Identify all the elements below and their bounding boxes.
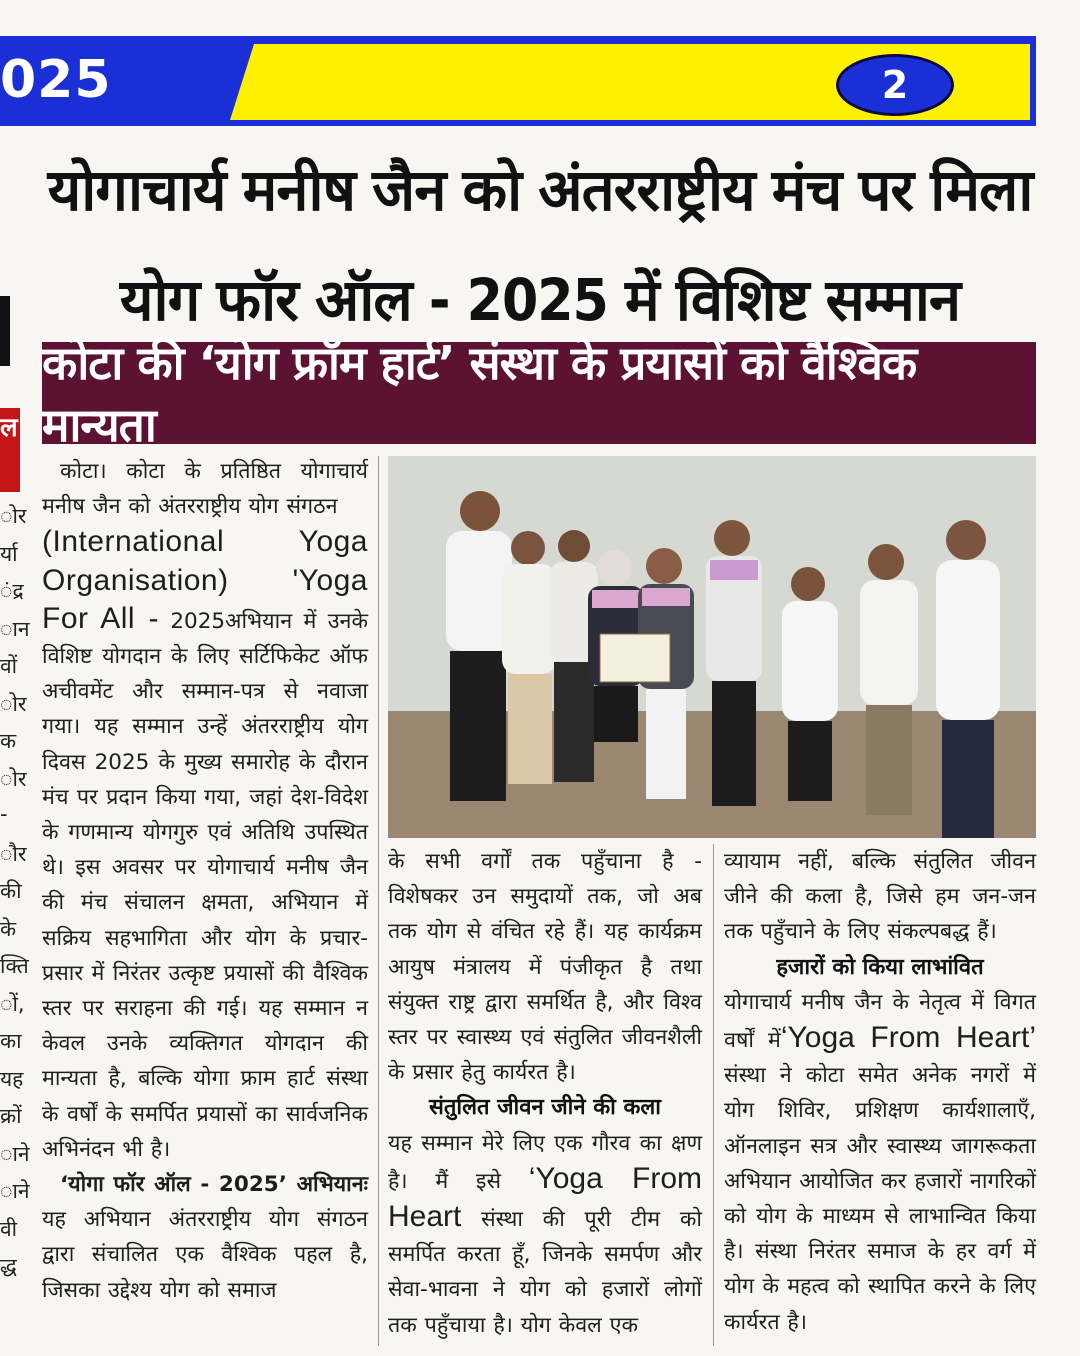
article-column-3 [724, 844, 1036, 1340]
margin-fragment-line: ौर [0, 841, 27, 866]
margin-fragment-line: क [0, 729, 17, 753]
margin-fragment-line: के [0, 916, 17, 941]
margin-fragment-line: ोर [0, 504, 27, 528]
col1-campaign-subhead: ‘योगा फॉर ऑल - 2025’ अभियानः [60, 1172, 368, 1198]
margin-fragment-line: ोर [0, 766, 27, 791]
col3-paragraph-2 [724, 985, 1036, 1340]
margin-fragment-line: की [0, 879, 22, 903]
margin-fragment-bar [0, 296, 10, 366]
margin-red-char: ल [0, 413, 18, 443]
certificate-frame [600, 634, 670, 682]
subheadline-band [42, 336, 1036, 452]
person-figure-6 [706, 520, 762, 806]
margin-fragment-line: ाने [0, 1179, 30, 1203]
subheadline: कोटा की ‘योग फ्रॉम हार्ट’ संस्था के प्रयासों को वैश्विक मान्यता [42, 336, 917, 452]
margin-fragment-line: क्रों [0, 1104, 22, 1128]
margin-fragment-line: वी [0, 1216, 18, 1241]
person-figure-2 [502, 531, 556, 784]
margin-fragment-line: ोर [0, 691, 27, 716]
col3-paragraph-1: व्यायाम नहीं, बल्कि संतुलित जीवन जीने की कला है, जिसे हम जन-जन तक पहुँचाने के लिए संकल्पबद्ध हैं। [724, 849, 1036, 945]
col2-p2-english: ‘Yoga From Heart [388, 1161, 702, 1234]
edition-year-label: 025 [0, 50, 112, 110]
col2-p2-text-a: यह सम्मान मेरे लिए एक गौरव का क्षण है। मैं इसे [388, 1130, 702, 1194]
column-rule-1 [378, 456, 379, 1346]
headline-line-2: योग फॉर ऑल - 2025 में विशिष्ट सम्मान [119, 266, 961, 334]
margin-fragment-line: द्ध [0, 1254, 17, 1278]
ceremony-photo-illustration [388, 456, 1036, 838]
article-column-1 [42, 454, 368, 1308]
margin-fragment-line: का [0, 1029, 22, 1053]
col1-p2-text: यह अभियान अंतरराष्ट्रीय योग संगठन द्वारा संचालित एक वैश्विक पहल है, जिसका उद्देश्य योग को समाज [42, 1207, 368, 1303]
page-number-badge [836, 54, 954, 116]
col3-p2-text-b: संस्था ने कोटा समेत अनेक नगरों में योग शिविर, प्रशिक्षण कार्यशालाएँ, ऑनलाइन सत्र और स्वास्थ्य जागरूकता अभियान आयोजित कर हजारों नागरिकों को योग के माध्यम से लाभान्वित किया है। संस्था निरंतर समाज के हर वर्ग में योग के महत्व को स्थापित करने के लिए कार्यरत है। [724, 1063, 1036, 1335]
col1-p1-text-b: 2025अभियान में उनके विशिष्ट योगदान के लिए सर्टिफिकेट ऑफ अचीवमेंट और सम्मान-पत्र से नवाजा गया। यह सम्मान उन्हें अंतरराष्ट्रीय योग दिवस 2025 के मुख्य समारोह के दौरान मंच पर प्रदान किया गया, जहां देश-विदेश के गणमान्य योगगुरु एवं अतिथि उपस्थित थे। इस अवसर पर योगाचार्य मनीष जैन की मंच संचालन क्षमता, अभियान में सक्रिय सहभागिता और योग के प्रचार-प्रसार में निरंतर उत्कृष्ट प्रयासों की वैश्विक स्तर पर सराहना की गई। यह सम्मान न केवल उनके व्यक्तिगत योगदान की मान्यता है, बल्कि योगा फ्राम हार्ट संस्था के वर्षों के समर्पित प्रयासों का सार्वजनिक अभिनंदन भी है। [42, 608, 368, 1162]
headline-line-1: योगाचार्य मनीष जैन को अंतरराष्ट्रीय मंच पर मिला [47, 156, 1033, 224]
col3-p2-english: ‘Yoga From Heart’ [780, 1021, 1036, 1055]
margin-fragment-line: र्या [0, 541, 18, 566]
col2-paragraph-2 [388, 1126, 702, 1343]
col1-paragraph-2 [42, 1167, 368, 1308]
article-column-2 [388, 844, 702, 1343]
col2-subhead: संतुलित जीवन जीने की कला [428, 1095, 661, 1121]
col3-p2-text-a: योगाचार्य मनीष जैन के नेतृत्व में विगत वर्षों में [724, 989, 1036, 1054]
margin-fragment-line: ंद्र [0, 579, 24, 603]
person-figure-8 [860, 544, 918, 815]
margin-fragment-line: ान [0, 616, 30, 641]
margin-fragment-line: - [0, 802, 8, 826]
margin-fragment-line: ाने [0, 1141, 30, 1166]
margin-red-box [0, 408, 20, 492]
margin-fragment-line: क्ति [0, 954, 29, 978]
award-ceremony-photo [388, 456, 1036, 838]
col3-subhead: हजारों को किया लाभांवित [776, 954, 984, 980]
col1-paragraph-1 [42, 454, 368, 1167]
col2-paragraph-1: के सभी वर्गों तक पहुँचाना है - विशेषकर उन समुदायों तक, जो अब तक योग से वंचित रहे हैं। यह कार्यक्रम आयुष मंत्रालय में पंजीकृत है तथा संयुक्त राष्ट्र द्वारा समर्थित है, और विश्व स्तर पर स्वास्थ्य एवं संतुलित जीवनशैली के प्रसार हेतु कार्यरत है। [388, 849, 702, 1086]
col1-p1-english: (International Yoga Organisation) 'Yoga For All - [42, 525, 368, 635]
margin-fragment-line: वों [0, 654, 18, 678]
person-figure-9 [936, 520, 1000, 838]
page-number: 2 [881, 63, 909, 107]
margin-fragment-line: यह [0, 1066, 24, 1091]
column-rule-2 [713, 844, 714, 1346]
col1-p1-text-a: कोटा। कोटा के प्रतिष्ठित योगाचार्य मनीष जैन को अंतरराष्ट्रीय योग संगठन [42, 459, 368, 520]
margin-fragment-line: ों, [0, 991, 25, 1016]
col2-p2-text-b: संस्था की पूरी टीम को समर्पित करता हूँ, जिनके समर्पण और सेवा-भावना ने योग को हजारों लोगों तक पहुँचाया है। योग केवल एक [388, 1207, 702, 1338]
